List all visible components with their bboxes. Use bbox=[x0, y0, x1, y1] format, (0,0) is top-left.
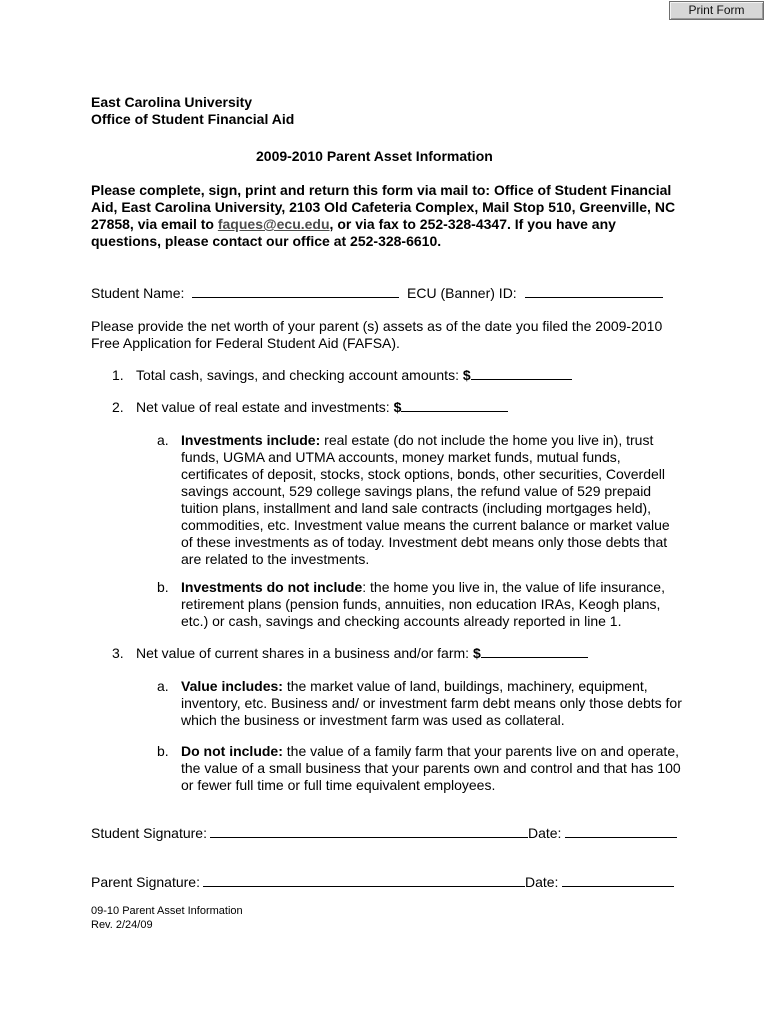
item-2a-line: certificates of deposit, stocks, stock options, bonds, other securities, Coverdell bbox=[181, 466, 666, 482]
item-2a-heading: Investments include: bbox=[181, 432, 321, 448]
instructions-line-3-start: 27858, via email to bbox=[91, 216, 218, 232]
item-2b-heading: Investments do not include bbox=[181, 579, 363, 595]
student-name-row bbox=[91, 285, 399, 302]
student-date-label: Date: bbox=[527, 825, 562, 841]
item-3b-line: the value of a small business that your parents own and control and that has 100 bbox=[181, 760, 681, 776]
item-3-number: 3. bbox=[112, 645, 124, 661]
item-2b-line: retirement plans (pension funds, annuities, non education IRAs, Keogh plans, bbox=[181, 596, 661, 612]
item-2b-letter: b. bbox=[157, 579, 169, 595]
print-form-button[interactable]: Print Form bbox=[669, 1, 764, 20]
cash-savings-amount-field[interactable] bbox=[471, 367, 572, 380]
item-3a-letter: a. bbox=[157, 678, 169, 694]
item-3-currency: $ bbox=[472, 645, 481, 661]
item-2a-line-1 bbox=[181, 432, 670, 449]
item-1-currency: $ bbox=[462, 367, 471, 383]
item-3a-text bbox=[181, 678, 682, 729]
item-3b-heading: Do not include: bbox=[181, 743, 283, 759]
student-date-field[interactable] bbox=[565, 825, 677, 838]
office-name: Office of Student Financial Aid bbox=[91, 111, 295, 127]
student-signature-field[interactable] bbox=[210, 825, 528, 838]
item-2a-line: funds, UGMA and UTMA accounts, money market funds, mutual funds, bbox=[181, 449, 621, 465]
item-3b-line-1 bbox=[181, 743, 681, 760]
item-3a-line-1-rest: the market value of land, buildings, machinery, equipment, bbox=[282, 678, 648, 694]
business-farm-shares-field[interactable] bbox=[481, 645, 588, 658]
item-2b-line: etc.) or cash, savings and checking accounts already reported in line 1. bbox=[181, 613, 622, 629]
item-2a-line-1-rest: real estate (do not include the home you live in), trust bbox=[320, 432, 654, 448]
item-2-row bbox=[136, 399, 508, 416]
university-name: East Carolina University bbox=[91, 94, 253, 110]
instructions-line-2: Aid, East Carolina University, 2103 Old Cafeteria Complex, Mail Stop 510, Greenville, NC bbox=[91, 199, 676, 215]
item-2-label: Net value of real estate and investments: bbox=[136, 399, 390, 415]
footer-revision: Rev. 2/24/09 bbox=[91, 919, 153, 931]
email-link[interactable]: faques@ecu.edu bbox=[217, 216, 330, 232]
item-2a-line: are related to the investments. bbox=[181, 551, 370, 567]
item-2b-line-1 bbox=[181, 579, 665, 596]
item-2a-letter: a. bbox=[157, 432, 169, 448]
parent-date-label: Date: bbox=[524, 874, 559, 890]
parent-signature-field[interactable] bbox=[203, 874, 525, 887]
item-2b-line-1-rest: : the home you live in, the value of life insurance, bbox=[362, 579, 665, 595]
parent-signature-row bbox=[91, 874, 674, 891]
item-3b-text bbox=[181, 743, 681, 794]
item-2a-line: of these investments as of today. Investment debt means only those debts that bbox=[181, 534, 668, 550]
item-1-label: Total cash, savings, and checking account amounts: bbox=[136, 367, 459, 383]
item-2a-line: savings account, 529 college savings plans, the refund value of 529 prepaid bbox=[181, 483, 652, 499]
instructions bbox=[91, 182, 675, 250]
instructions-line-1: Please complete, sign, print and return this form via mail to: Office of Student Financial bbox=[91, 182, 672, 198]
instructions-line-4: questions, please contact our office at 252-328-6610. bbox=[91, 233, 442, 249]
intro-line-1: Please provide the net worth of your parent (s) assets as of the date you filed the 2009-2010 bbox=[91, 318, 663, 334]
item-1-row bbox=[136, 367, 572, 384]
student-name-label: Student Name: bbox=[91, 285, 185, 301]
item-2a-line: tuition plans, installment and land sale contracts (including mortgages held), bbox=[181, 500, 652, 516]
item-2a-line: commodities, etc. Investment value means the current balance or market value bbox=[181, 517, 670, 533]
student-name-field[interactable] bbox=[192, 285, 399, 298]
intro-paragraph bbox=[91, 318, 662, 352]
item-1-number: 1. bbox=[112, 367, 124, 383]
ecu-id-row bbox=[407, 285, 663, 302]
item-3a-line: inventory, etc. Business and/ or investment farm debt means only those debts for bbox=[181, 695, 682, 711]
item-2-number: 2. bbox=[112, 399, 124, 415]
item-3b-line: or fewer full time or full time equivalent employees. bbox=[181, 777, 496, 793]
real-estate-investments-field[interactable] bbox=[401, 399, 508, 412]
intro-line-2: Free Application for Federal Student Aid (FAFSA). bbox=[91, 335, 400, 351]
instructions-line-3 bbox=[91, 216, 675, 233]
item-2b-text bbox=[181, 579, 665, 630]
instructions-line-3-end: , or via fax to 252-328-4347. If you have any bbox=[329, 216, 616, 232]
ecu-id-field[interactable] bbox=[525, 285, 663, 298]
item-3b-line-1-rest: the value of a family farm that your parents live on and operate, bbox=[282, 743, 679, 759]
ecu-id-label: ECU (Banner) ID: bbox=[407, 285, 517, 301]
footer-form-name: 09-10 Parent Asset Information bbox=[91, 905, 243, 917]
item-2a-text bbox=[181, 432, 670, 568]
student-signature-label: Student Signature: bbox=[91, 825, 207, 841]
item-3a-heading: Value includes: bbox=[181, 678, 283, 694]
item-3a-line-1 bbox=[181, 678, 682, 695]
item-3a-line: which the business or investment farm was used as collateral. bbox=[181, 712, 565, 728]
item-2-currency: $ bbox=[393, 399, 402, 415]
parent-signature-label: Parent Signature: bbox=[91, 874, 200, 890]
item-3-row bbox=[136, 645, 588, 662]
item-3-label: Net value of current shares in a business and/or farm: bbox=[136, 645, 470, 661]
parent-date-field[interactable] bbox=[562, 874, 674, 887]
item-3b-letter: b. bbox=[157, 743, 169, 759]
form-title: 2009-2010 Parent Asset Information bbox=[256, 148, 493, 164]
student-signature-row bbox=[91, 825, 677, 842]
